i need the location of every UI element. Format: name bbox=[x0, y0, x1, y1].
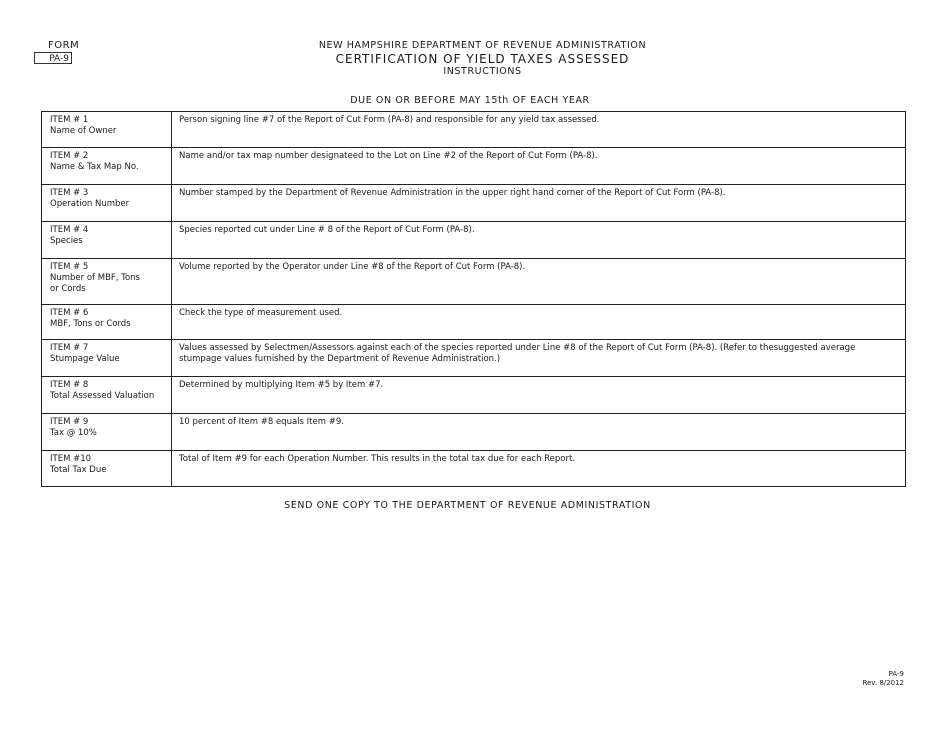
item-label-cell bbox=[42, 414, 172, 451]
item-description: 10 percent of Item #8 equals Item #9. bbox=[172, 414, 906, 451]
item-number: ITEM # 2 bbox=[50, 151, 89, 161]
item-label-cell bbox=[42, 451, 172, 487]
item-label-cell bbox=[42, 259, 172, 305]
item-label-cell bbox=[42, 185, 172, 222]
item-description: Determined by multiplying Item #5 by Item #7. bbox=[172, 377, 906, 414]
item-label-cell bbox=[42, 222, 172, 259]
item-number: ITEM # 7 bbox=[50, 343, 89, 353]
item-number: ITEM # 9 bbox=[50, 417, 89, 427]
item-name: Tax @ 10% bbox=[50, 428, 97, 438]
item-name: Species bbox=[50, 236, 83, 246]
item-description: Number stamped by the Department of Revenue Administration in the upper right hand corner of the Report of Cut Form (PA-8). bbox=[172, 185, 906, 222]
item-number: ITEM # 8 bbox=[50, 380, 89, 390]
item-number: ITEM # 3 bbox=[50, 188, 89, 198]
item-description: Check the type of measurement used. bbox=[172, 305, 906, 340]
footer bbox=[862, 670, 904, 688]
item-description: Volume reported by the Operator under Line #8 of the Report of Cut Form (PA-8). bbox=[172, 259, 906, 305]
agency-name: NEW HAMPSHIRE DEPARTMENT OF REVENUE ADMINISTRATION bbox=[318, 40, 647, 51]
item-name: Total Tax Due bbox=[50, 465, 107, 475]
table-row bbox=[42, 377, 906, 414]
item-number: ITEM # 6 bbox=[50, 308, 89, 318]
table-row bbox=[42, 414, 906, 451]
item-name: MBF, Tons or Cords bbox=[50, 319, 131, 329]
item-number: ITEM # 5 bbox=[50, 262, 89, 272]
item-label-cell bbox=[42, 340, 172, 377]
table-row bbox=[42, 259, 906, 305]
item-name: Operation Number bbox=[50, 199, 130, 209]
item-number: ITEM # 1 bbox=[50, 115, 89, 125]
table-row bbox=[42, 340, 906, 377]
due-date-note: DUE ON OR BEFORE MAY 15th OF EACH YEAR bbox=[350, 95, 590, 106]
table-row bbox=[42, 305, 906, 340]
item-label-cell bbox=[42, 148, 172, 185]
item-label-cell bbox=[42, 305, 172, 340]
form-label: FORM bbox=[48, 40, 80, 51]
footer-form-number: PA-9 bbox=[888, 670, 904, 678]
instructions-table bbox=[41, 111, 906, 487]
send-copy-note: SEND ONE COPY TO THE DEPARTMENT OF REVENUE ADMINISTRATION bbox=[284, 500, 651, 511]
item-number: ITEM #10 bbox=[50, 454, 92, 464]
page-title: CERTIFICATION OF YIELD TAXES ASSESSED bbox=[335, 52, 630, 66]
table-row bbox=[42, 451, 906, 487]
footer-revision: Rev. 8/2012 bbox=[862, 679, 904, 687]
item-description: Species reported cut under Line # 8 of the Report of Cut Form (PA-8). bbox=[172, 222, 906, 259]
item-name: Stumpage Value bbox=[50, 354, 120, 364]
item-name: Total Assessed Valuation bbox=[50, 391, 155, 401]
form-number-box: PA-9 bbox=[34, 52, 72, 64]
item-name: Name of Owner bbox=[50, 126, 117, 136]
item-label-cell bbox=[42, 112, 172, 148]
item-name: Name & Tax Map No. bbox=[50, 162, 139, 172]
item-description: Person signing line #7 of the Report of Cut Form (PA-8) and responsible for any yield tax assessed. bbox=[172, 112, 906, 148]
table-row bbox=[42, 148, 906, 185]
page-subtitle: INSTRUCTIONS bbox=[443, 66, 522, 77]
item-number: ITEM # 4 bbox=[50, 225, 89, 235]
item-description: Name and/or tax map number designateed to the Lot on Line #2 of the Report of Cut Form (PA-8). bbox=[172, 148, 906, 185]
item-description: Total of Item #9 for each Operation Number. This results in the total tax due for each Report. bbox=[172, 451, 906, 487]
table-row bbox=[42, 185, 906, 222]
table-row bbox=[42, 222, 906, 259]
item-description: Values assessed by Selectmen/Assessors against each of the species reported under Line #8 of the Report of Cut Form (PA-8). (Refer to thesuggested average stumpage values furnished by the Department of Revenue Administration.) bbox=[172, 340, 906, 377]
item-label-cell bbox=[42, 377, 172, 414]
item-name: Number of MBF, Tons or Cords bbox=[50, 273, 140, 294]
table-row bbox=[42, 112, 906, 148]
